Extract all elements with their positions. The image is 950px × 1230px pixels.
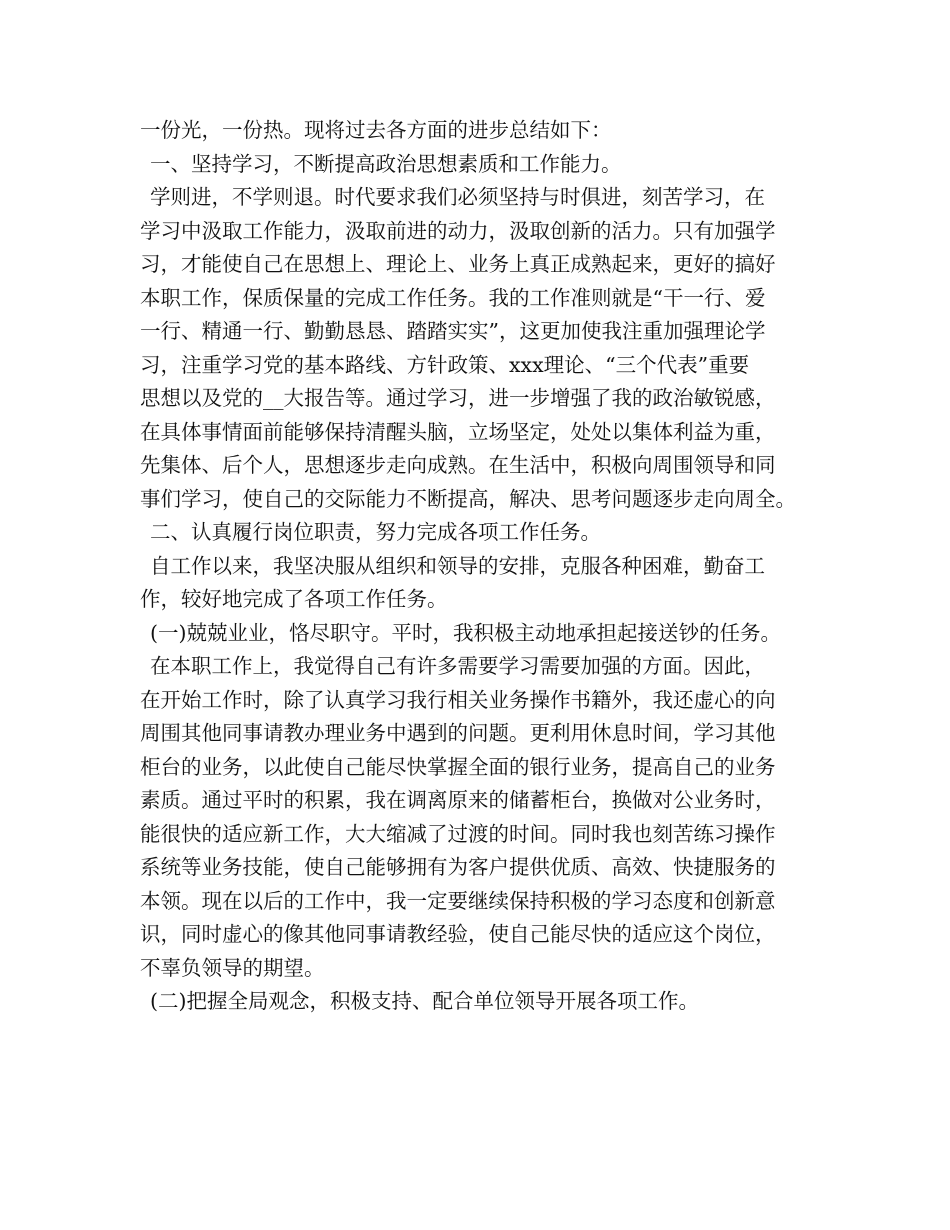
text-line: 事们学习，使自己的交际能力不断提高，解决、思考问题逐步走向周全。 (140, 486, 796, 511)
text-line: 在具体事情面前能够保持清醒头脑，立场坚定，处处以集体利益为重， (140, 419, 776, 444)
text-line: 识，同时虚心的像其他同事请教经验，使自己能尽快的适应这个岗位， (140, 922, 776, 946)
text-line: 素质。通过平时的积累，我在调离原来的储蓄柜台，换做对公业务时， (140, 788, 776, 812)
section-heading: 一、坚持学习，不断提高政治思想素质和工作能力。 (150, 151, 622, 176)
text-line: 在开始工作时，除了认真学习我行相关业务操作书籍外，我还虚心的向 (140, 687, 776, 712)
text-line: 学习中汲取工作能力，汲取前进的动力，汲取创新的活力。只有加强学 (140, 218, 776, 243)
text-line: 不辜负领导的期望。 (140, 955, 325, 980)
section-heading: 二、认真履行岗位职责，努力完成各项工作任务。 (150, 520, 601, 544)
text-line: 习，注重学习党的基本路线、方针政策、xxx理论、“三个代表”重要 (140, 352, 750, 377)
paragraph-first-line: 学则进，不学则退。时代要求我们必须坚持与时俱进，刻苦学习，在 (150, 185, 765, 209)
text-line: 作，较好地完成了各项工作任务。 (140, 587, 448, 611)
document-body (140, 114, 840, 1019)
text-line: 先集体、后个人，思想逐步走向成熟。在生活中，积极向周围领导和同 (140, 453, 776, 477)
text-line: 系统等业务技能，使自己能够拥有为客户提供优质、高效、快捷服务的 (140, 855, 776, 879)
text-line: 思想以及党的__大报告等。通过学习，进一步增强了我的政治敏锐感， (140, 386, 776, 410)
text-line: 周围其他同事请教办理业务中遇到的问题。更利用休息时间，学习其他 (140, 721, 776, 745)
text-line: 能很快的适应新工作，大大缩减了过渡的时间。同时我也刻苦练习操作 (140, 821, 776, 846)
text-line: 本职工作，保质保量的完成工作任务。我的工作准则就是“干一行、爱 (140, 285, 766, 310)
paragraph-first-line: 在本职工作上，我觉得自己有许多需要学习需要加强的方面。因此， (150, 654, 765, 678)
text-line: 柜台的业务，以此使自己能尽快掌握全面的银行业务，提高自己的业务 (140, 754, 776, 779)
text-line: 本领。现在以后的工作中，我一定要继续保持积极的学习态度和创新意 (140, 888, 776, 913)
paragraph-first-line: 自工作以来，我坚决服从组织和领导的安排，克服各种困难，勤奋工 (150, 553, 765, 578)
text-line: 习，才能使自己在思想上、理论上、业务上真正成熟起来，更好的搞好 (140, 252, 776, 276)
subsection-heading: (二)把握全局观念，积极支持、配合单位领导开展各项工作。 (150, 989, 699, 1013)
text-line: 一行、精通一行、勤勤恳恳、踏踏实实”，这更加使我注重加强理论学 (140, 319, 766, 343)
text-line: 一份光，一份热。现将过去各方面的进步总结如下： (140, 118, 612, 142)
subsection-heading: (一)兢兢业业，恪尽职守。平时，我积极主动地承担起接送钞的任务。 (150, 620, 781, 645)
